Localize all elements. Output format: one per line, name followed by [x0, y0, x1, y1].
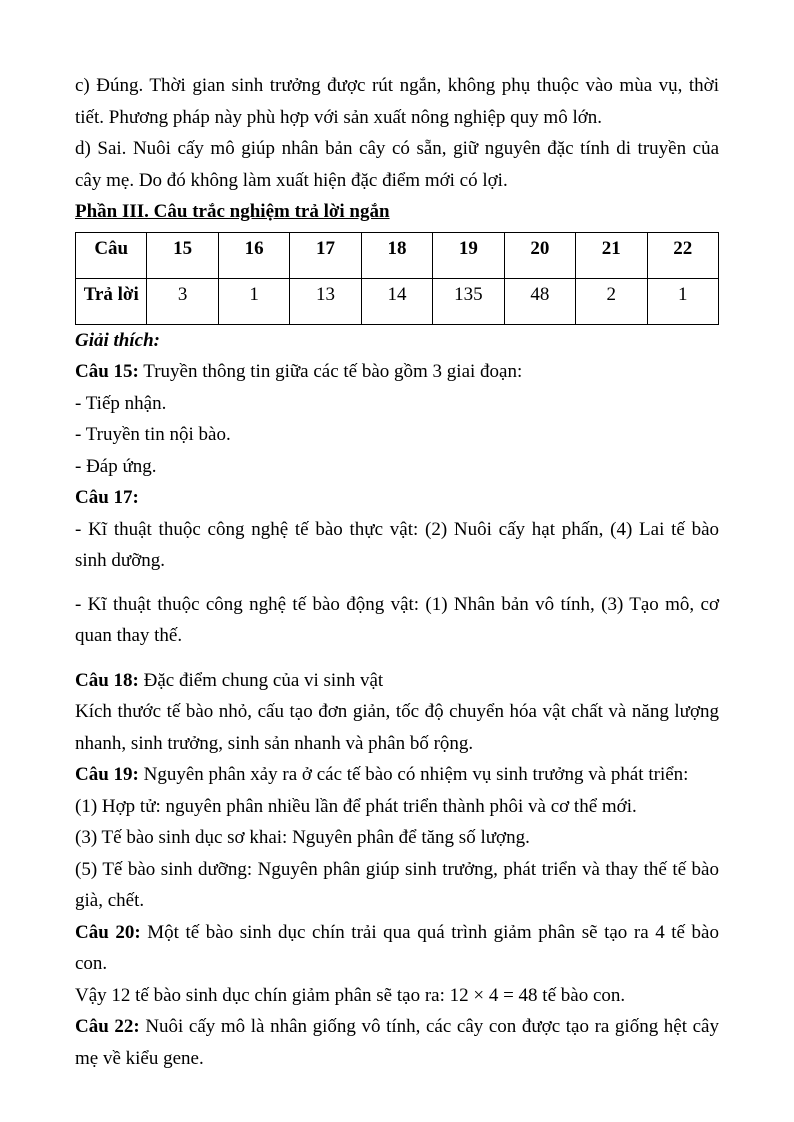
question-label: Câu 15:: [75, 361, 139, 382]
answer-value-cell: 3: [147, 278, 218, 324]
explanation-paragraph: Vậy 12 tế bào sinh dục chín giảm phân sẽ tạo ra: 12 × 4 = 48 tế bào con.: [75, 984, 626, 1006]
question-number-cell: 21: [576, 232, 647, 278]
explanation-paragraph: [75, 482, 719, 514]
answer-value-cell: 135: [433, 278, 504, 324]
explanation-paragraph: - Kĩ thuật thuộc công nghệ tế bào động vật: (1) Nhân bản vô tính, (3) Tạo mô, cơ quan thay thế.: [75, 593, 719, 646]
explanation-paragraph: - Tiếp nhận.: [75, 392, 167, 414]
question-number-cell: 19: [433, 232, 504, 278]
explanation-paragraph: (5) Tế bào sinh dưỡng: Nguyên phân giúp sinh trưởng, phát triển và thay thế tế bào già, chết.: [75, 858, 719, 911]
explanation-paragraph: Câu 18: Đặc điểm chung của vi sinh vật: [75, 669, 384, 691]
explanation-paragraph: Câu 15: Truyền thông tin giữa các tế bào gồm 3 giai đoạn:: [75, 361, 523, 382]
question-number-cell: 20: [504, 232, 575, 278]
explanation-paragraph: Câu 20: Một tế bào sinh dục chín trải qua quá trình giảm phân sẽ tạo ra 4 tế bào con.: [75, 921, 719, 974]
explanation-paragraph: (1) Hợp tử: nguyên phân nhiều lần để phát triển thành phôi và cơ thể mới.: [75, 795, 637, 817]
section-heading-text: Phần III. Câu trắc nghiệm trả lời ngắn: [75, 201, 390, 222]
question-label: Câu 18:: [75, 669, 139, 691]
table-header-label: Câu: [76, 232, 147, 278]
explanation-paragraph: - Đáp ứng.: [75, 455, 157, 477]
explanation-paragraph: Câu 22: Nuôi cấy mô là nhân giống vô tính, các cây con được tạo ra giống hệt cây mẹ về kiểu gene.: [75, 1016, 719, 1069]
table-row-answers: [76, 278, 719, 324]
intro-paragraph: d) Sai. Nuôi cấy mô giúp nhân bản cây có sẵn, giữ nguyên đặc tính di truyền của cây mẹ. Do đó không làm xuất hiện đặc điểm mới có lợi.: [75, 138, 719, 191]
question-label: Câu 19:: [75, 764, 139, 785]
question-number-cell: 15: [147, 232, 218, 278]
table-answer-label: Trả lời: [76, 278, 147, 324]
intro-paragraph: c) Đúng. Thời gian sinh trưởng được rút ngắn, không phụ thuộc vào mùa vụ, thời tiết. Phương pháp này phù hợp với sản xuất nông nghiệp quy mô lớn.: [75, 75, 719, 128]
intro-paragraphs: [75, 70, 719, 196]
explanation-paragraph: - Truyền tin nội bào.: [75, 424, 231, 445]
question-number-cell: 16: [218, 232, 289, 278]
explain-heading: Giải thích:: [75, 329, 160, 351]
question-number-cell: 17: [290, 232, 361, 278]
explanation-paragraph: (3) Tế bào sinh dục sơ khai: Nguyên phân để tăng số lượng.: [75, 827, 530, 848]
answer-value-cell: 1: [218, 278, 289, 324]
answer-value-cell: 14: [361, 278, 432, 324]
explanation-paragraphs: [75, 356, 719, 1074]
answer-value-cell: 13: [290, 278, 361, 324]
answer-value-cell: 48: [504, 278, 575, 324]
explanation-paragraph: Câu 19: Nguyên phân xảy ra ở các tế bào có nhiệm vụ sinh trưởng và phát triển:: [75, 764, 689, 785]
answer-table: [75, 232, 719, 325]
section-heading: [75, 196, 719, 228]
question-label: Câu 22:: [75, 1016, 140, 1037]
answer-value-cell: 1: [647, 278, 719, 324]
question-number-cell: 22: [647, 232, 719, 278]
question-number-cell: 18: [361, 232, 432, 278]
question-label: Câu 17:: [75, 487, 139, 508]
answer-value-cell: 2: [576, 278, 647, 324]
explanation-paragraph: - Kĩ thuật thuộc công nghệ tế bào thực vật: (2) Nuôi cấy hạt phấn, (4) Lai tế bào sinh dưỡng.: [75, 518, 719, 571]
explanation-paragraph: Kích thước tế bào nhỏ, cấu tạo đơn giản, tốc độ chuyển hóa vật chất và năng lượng nhanh, sinh trưởng, sinh sản nhanh và phân bố rộng.: [75, 701, 719, 754]
question-label: Câu 20:: [75, 921, 141, 943]
table-row-questions: [76, 232, 719, 278]
